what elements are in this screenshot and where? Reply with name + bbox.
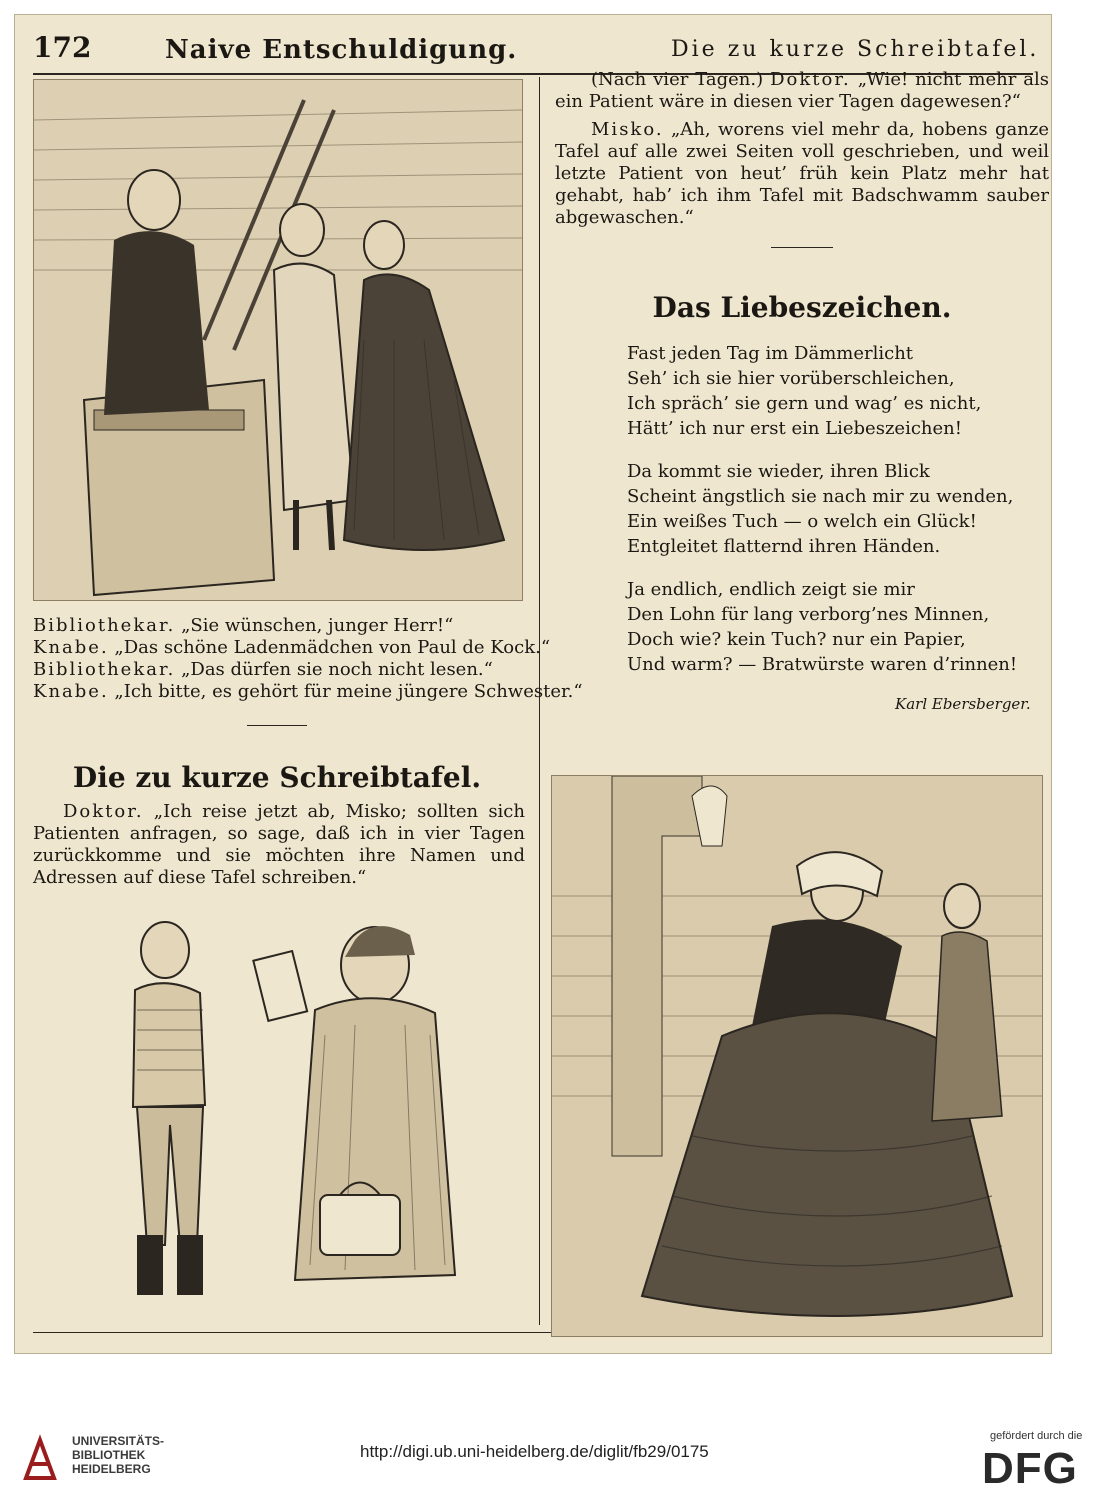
- paragraph: [555, 119, 1049, 229]
- line-text: „Ich bitte, es gehört für meine jüngere Schwester.“: [114, 681, 583, 702]
- paragraph-text: „Ich reise jetzt ab, Misko; sollten sich Patienten anfragen, so sage, daß ich in vier Tagen zurückkomme und sie möchten ihre Namen und Adressen auf diese Tafel schreiben.“: [33, 801, 525, 888]
- library-footer: [0, 1412, 1103, 1496]
- speaker: Doktor.: [63, 801, 144, 822]
- dialogue-line: [33, 659, 521, 681]
- left-running-head: Naive Entschuldigung.: [165, 35, 518, 65]
- dfg-logo: DFG: [982, 1444, 1078, 1493]
- liebeszeichen-illustration: [551, 775, 1043, 1337]
- poem-line: Entgleitet flatternd ihren Händen.: [627, 536, 941, 557]
- poem-line: Da kommt sie wieder, ihren Blick: [627, 461, 930, 482]
- university-library-logo-icon: [16, 1434, 64, 1482]
- poem-line: Doch wie? kein Tuch? nur ein Papier,: [627, 629, 966, 650]
- paragraph-text: „Ah, worens viel mehr da, hobens ganze Tafel auf alle zwei Seiten voll geschrieben, und weil letzte Patient von heut’ früh kein Platz mehr hat gehabt, hab’ ich ihm Tafel mit Badschwamm sauber abgewaschen.“: [555, 119, 1049, 228]
- poem-line: Scheint ängstlich sie nach mir zu wenden,: [627, 486, 1014, 507]
- scanned-page: [14, 14, 1052, 1354]
- speaker: Doktor.: [770, 69, 851, 90]
- paragraph-text: „Wie! nicht mehr als ein Patient wäre in diesen vier Tagen dagewesen?“: [555, 69, 1049, 112]
- permalink-url[interactable]: http://digi.ub.uni-heidelberg.de/diglit/fb29/0175: [360, 1442, 709, 1461]
- poem-line: Und warm? — Bratwürste waren d’rinnen!: [627, 654, 1018, 675]
- poem-author: Karl Ebersberger.: [895, 695, 1031, 713]
- poem-title: Das Liebeszeichen.: [652, 291, 952, 324]
- line-text: „Das dürfen sie noch nicht lesen.“: [181, 659, 493, 680]
- naive-dialogue: [33, 615, 583, 703]
- schreibtafel-continued: [555, 69, 1049, 235]
- right-running-head: Die zu kurze Schreibtafel.: [671, 37, 1040, 62]
- section-divider: [247, 725, 307, 726]
- speaker: Bibliothekar.: [33, 615, 176, 636]
- doctor-misko-illustration: [75, 895, 495, 1315]
- poem-body: [627, 341, 1037, 695]
- funding-note: gefördert durch die: [990, 1430, 1083, 1442]
- page-number: 172: [33, 31, 92, 64]
- speaker: Misko.: [591, 119, 664, 140]
- dialogue-line: [33, 681, 583, 703]
- uni-name-line: UNIVERSITÄTS-: [72, 1434, 165, 1448]
- section-divider: [771, 247, 833, 248]
- poem-line: Den Lohn für lang verborg’nes Minnen,: [627, 604, 990, 625]
- librarian-illustration: [33, 79, 523, 601]
- poem-line: Seh’ ich sie hier vorüberschleichen,: [627, 368, 955, 389]
- schreibtafel-title: Die zu kurze Schreibtafel.: [72, 761, 482, 794]
- line-text: „Sie wünschen, junger Herr!“: [181, 615, 454, 636]
- schreibtafel-text-1: [33, 801, 525, 889]
- poem-line: Ein weißes Tuch — o welch ein Glück!: [627, 511, 977, 532]
- poem-line: Hätt’ ich nur erst ein Liebeszeichen!: [627, 418, 962, 439]
- line-text: „Das schöne Ladenmädchen von Paul de Kock.“: [114, 637, 551, 658]
- poem-stanza: [627, 459, 1037, 559]
- speaker: Bibliothekar.: [33, 659, 176, 680]
- speaker: Knabe.: [33, 681, 109, 702]
- paragraph-prefix: (Nach vier Tagen.): [591, 69, 764, 90]
- poem-stanza: [627, 341, 1037, 441]
- uni-name-line: BIBLIOTHEK: [72, 1448, 146, 1462]
- uni-name-line: HEIDELBERG: [72, 1462, 151, 1476]
- speaker: Knabe.: [33, 637, 109, 658]
- poem-line: Ja endlich, endlich zeigt sie mir: [627, 579, 915, 600]
- dialogue-line: [33, 615, 521, 637]
- poem-line: Fast jeden Tag im Dämmerlicht: [627, 343, 914, 364]
- poem-stanza: [627, 577, 1037, 677]
- poem-line: Ich spräch’ sie gern und wag’ es nicht,: [627, 393, 982, 414]
- dialogue-line: [33, 637, 551, 659]
- paragraph: [555, 69, 1049, 113]
- university-library-name: [72, 1434, 164, 1476]
